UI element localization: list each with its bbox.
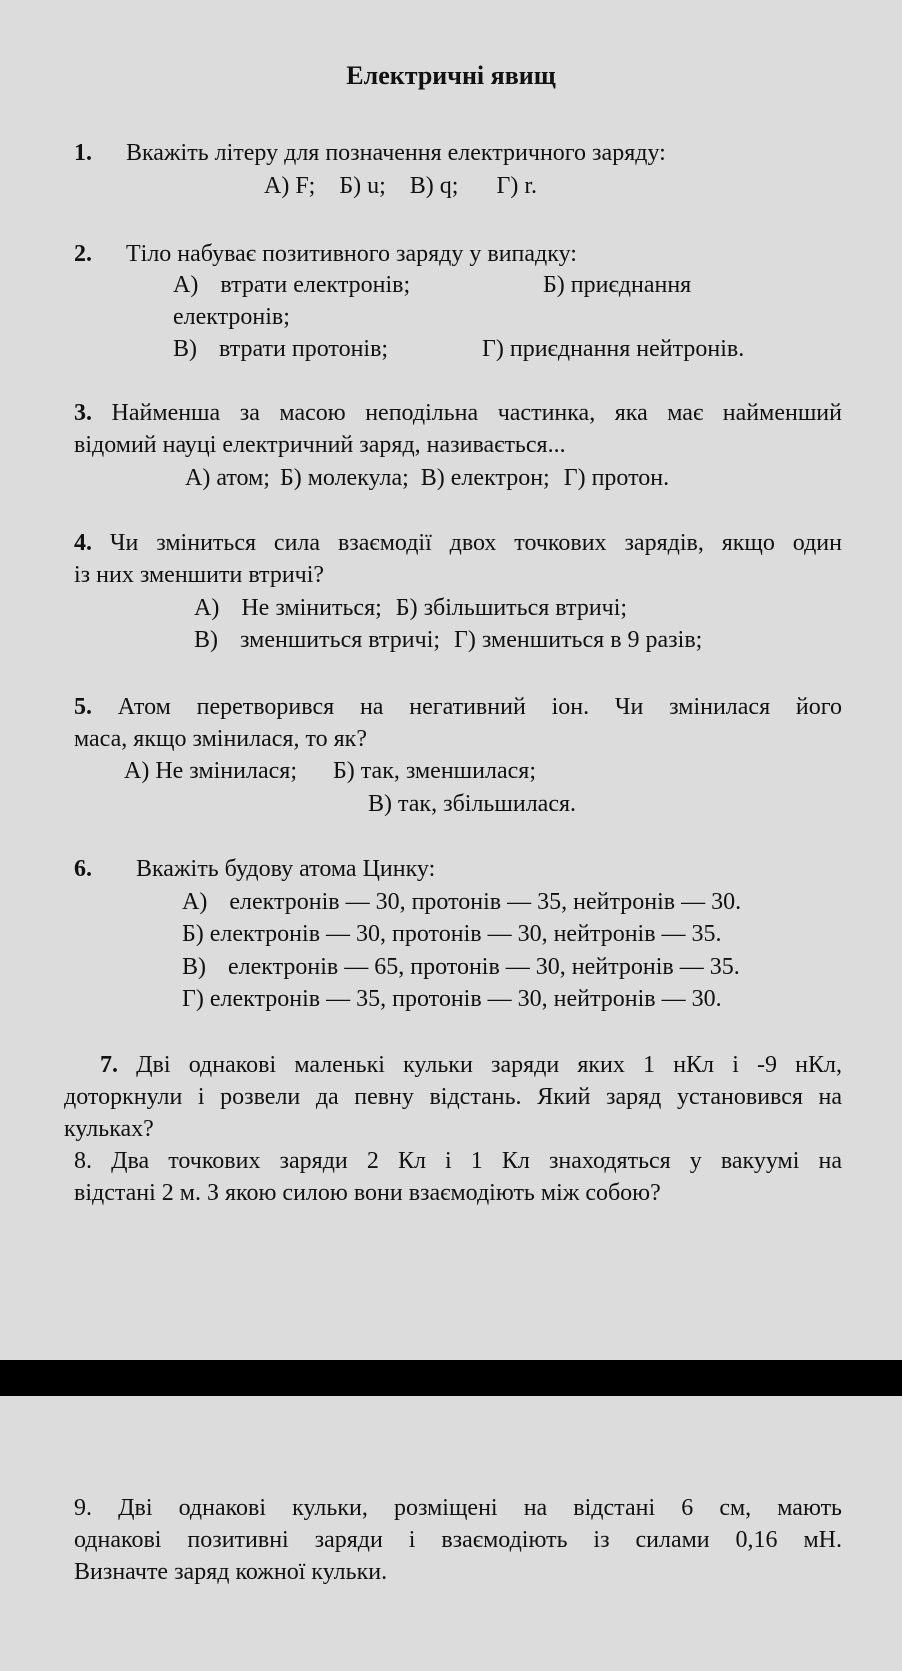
option-label: А) xyxy=(194,595,220,621)
question-6 xyxy=(74,853,435,885)
option-c xyxy=(182,951,740,983)
question-text-line-1: Два точкових заряди 2 Кл і 1 Кл знаходяться у вакуумі на xyxy=(111,1148,842,1174)
option-a: А) Не змінилася; xyxy=(124,758,297,784)
question-8 xyxy=(74,1145,842,1177)
option-text: втрати електронів; xyxy=(220,272,411,298)
option-b: Б) збільшиться втричі; xyxy=(395,595,628,621)
option-d: Г) електронів — 35, протонів — 30, нейтронів — 30. xyxy=(182,986,722,1012)
page-2 xyxy=(0,1396,902,1671)
question-text-line-1: Найменша за масою неподільна частинка, яка має найменший xyxy=(111,400,842,426)
question-text-line-1: Дві однакові маленькі кульки заряди яких 1 нКл і -9 нКл, xyxy=(136,1052,843,1078)
question-5 xyxy=(74,691,842,723)
option-d: Г) протон. xyxy=(563,465,670,491)
option-label: В) xyxy=(194,627,218,653)
question-7 xyxy=(100,1049,842,1081)
question-text-line-2: відстані 2 м. З якою силою вони взаємодіють між собою? xyxy=(74,1180,661,1206)
question-text-line-2: маса, якщо змінилася, то як? xyxy=(74,726,367,752)
question-text-line-2: доторкнули і розвели да певну відстань. Який заряд установився на xyxy=(64,1084,842,1110)
question-number: 4. xyxy=(74,530,92,556)
option-c: В) q; xyxy=(409,173,459,199)
question-5-options-row-1 xyxy=(124,755,536,787)
question-text-line-1: Чи зміниться сила взаємодії двох точкових зарядів, якщо один xyxy=(109,530,842,556)
option-b: Б) молекула; xyxy=(279,465,409,491)
question-number: 1. xyxy=(74,140,92,166)
question-9 xyxy=(74,1492,842,1524)
option-label: В) xyxy=(182,954,206,980)
question-text-line-2: відомий науці електричний заряд, називається... xyxy=(74,432,566,458)
question-4-options-row-1 xyxy=(194,592,627,624)
option-d: Г) r. xyxy=(496,173,538,199)
question-number: 9. xyxy=(74,1495,92,1521)
option-b: Б) u; xyxy=(339,173,386,199)
option-a: А) F; xyxy=(264,173,316,199)
option-a xyxy=(182,886,741,918)
option-c: В) так, збільшилася. xyxy=(368,791,577,817)
option-a: А) атом; xyxy=(185,465,270,491)
question-text-line-3: Визначте заряд кожної кульки. xyxy=(74,1559,388,1585)
option-b: Б) так, зменшилася; xyxy=(332,758,536,784)
question-number: 2. xyxy=(74,241,92,267)
question-number: 8. xyxy=(74,1148,92,1174)
option-label: А) xyxy=(182,889,208,915)
option-text: електронів — 30, протонів — 35, нейтронів — 30. xyxy=(229,889,742,915)
option-d: Г) зменшиться в 9 разів; xyxy=(454,627,703,653)
question-text: Вкажіть літеру для позначення електричного заряду: xyxy=(126,140,666,166)
option-label: А) xyxy=(173,272,199,298)
question-3 xyxy=(74,397,842,429)
question-number: 3. xyxy=(74,400,92,426)
option-a: Не зміниться; xyxy=(241,595,382,621)
question-text-line-2: із них зменшити втричі? xyxy=(74,562,325,588)
option-text: втрати протонів; xyxy=(219,336,389,362)
question-1-options xyxy=(264,170,537,202)
question-2 xyxy=(74,238,577,270)
option-c: зменшиться втричі; xyxy=(240,627,441,653)
option-c xyxy=(173,333,388,365)
page-title: Електричні явищ xyxy=(346,61,556,90)
option-b-continuation: електронів; xyxy=(173,304,290,330)
option-d: Г) приєднання нейтронів. xyxy=(482,336,745,362)
question-text: Вкажіть будову атома Цинку: xyxy=(136,856,436,882)
option-label: В) xyxy=(173,336,197,362)
question-3-options xyxy=(185,462,669,494)
question-text: Тіло набуває позитивного заряду у випадку: xyxy=(126,241,577,267)
question-text-line-1: Атом перетворився на негативний іон. Чи змінилася його xyxy=(117,694,842,720)
question-4 xyxy=(74,527,842,559)
question-4-options-row-2 xyxy=(194,624,702,656)
option-text: електронів — 65, протонів — 30, нейтронів — 35. xyxy=(228,954,740,980)
option-a xyxy=(173,269,410,301)
question-number: 7. xyxy=(100,1052,118,1078)
option-b: Б) приєднання xyxy=(543,272,692,298)
page-separator xyxy=(0,1360,902,1396)
option-b: Б) електронів — 30, протонів — 30, нейтронів — 35. xyxy=(182,921,722,947)
question-text-line-2: однакові позитивні заряди і взаємодіють із силами 0,16 мН. xyxy=(74,1527,842,1553)
question-text-line-3: кульках? xyxy=(64,1116,154,1142)
question-1 xyxy=(74,137,666,169)
question-number: 6. xyxy=(74,856,92,882)
question-text-line-1: Дві однакові кульки, розміщені на відстані 6 см, мають xyxy=(118,1495,842,1521)
option-c: В) електрон; xyxy=(420,465,550,491)
question-number: 5. xyxy=(74,694,92,720)
